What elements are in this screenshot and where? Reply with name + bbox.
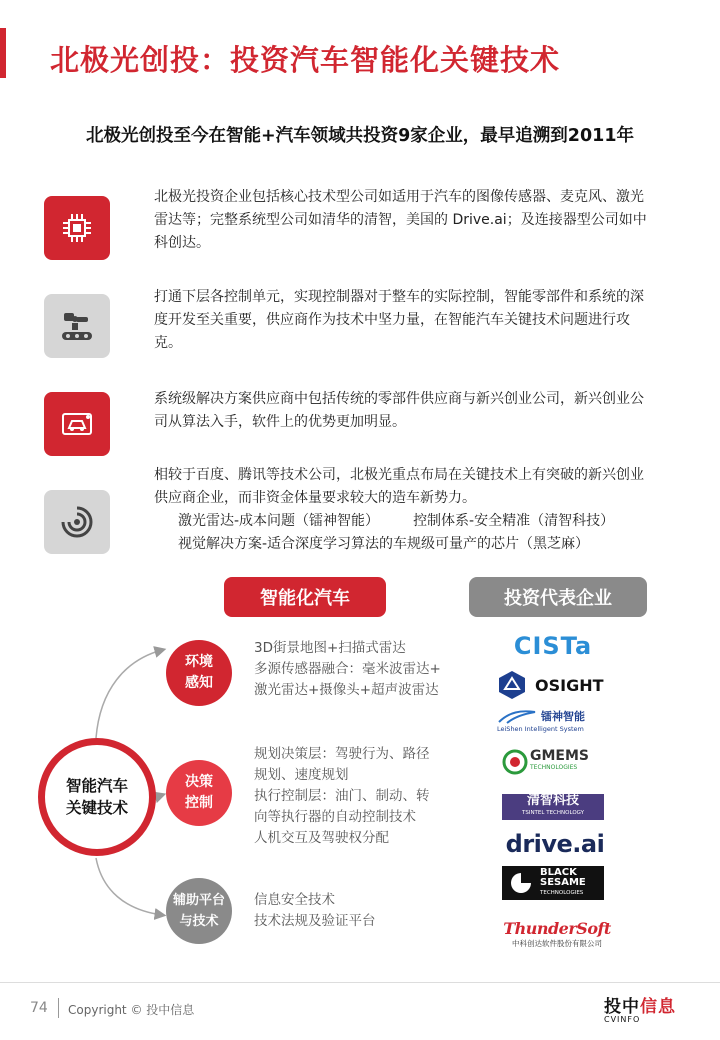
- gmems-sub-text: TECHNOLOGIES: [530, 764, 578, 771]
- gmems-logo: [502, 748, 606, 776]
- brand-text-b: 信息: [640, 997, 676, 1017]
- brand-text-a: 投中: [604, 997, 640, 1017]
- driveai-text: drive.ai: [505, 830, 605, 858]
- node-label: 环境: [185, 654, 213, 670]
- desc-line: 规划决策层：驾驶行为、路径: [254, 746, 430, 762]
- thundersoft-logo: [497, 918, 617, 950]
- hub-line-1: 智能汽车: [65, 777, 128, 795]
- brand-en-text: CVINFO: [604, 1015, 641, 1024]
- desc-line: 技术法规及验证平台: [254, 913, 376, 929]
- desc-line: 人机交互及驾驶权分配: [254, 830, 389, 846]
- tsintel-cn-text: 清智科技: [526, 793, 579, 808]
- desc-line: 向等执行器的自动控制技术: [254, 809, 416, 825]
- key-tech-hub: [38, 738, 156, 856]
- feature-text: 系统级解决方案供应商中包括传统的零部件供应商与新兴创业公司，新兴创业公司从算法入手，软件上的优势更加明显。: [154, 391, 644, 430]
- black-sesame-icon: [508, 870, 534, 896]
- page-subtitle: 北极光创投至今在智能+汽车领域共投资9家企业，最早追溯到2011年: [85, 126, 635, 146]
- platform-desc: [254, 890, 376, 932]
- black-sesame-logo: [502, 866, 604, 900]
- page-number: 74: [30, 1000, 48, 1016]
- desc-line: 3D街景地图+扫描式雷达: [254, 640, 406, 656]
- cvinfo-logo: [604, 992, 684, 1024]
- hub-line-2: 关键技术: [65, 799, 128, 817]
- node-label: 控制: [185, 795, 213, 811]
- node-perception: [166, 640, 232, 706]
- feature-text: 北极光投资企业包括核心技术型公司如适用于汽车的图像传感器、麦克风、激光雷达等；完整系统型公司如清华的清智，美国的 Drive.ai；及连接器型公司如中科创达。: [154, 189, 647, 251]
- sub-vision: 视觉解决方案-适合深度学习算法的车规级可量产的芯片（黑芝麻）: [178, 536, 590, 552]
- black-text: BLACK: [540, 867, 577, 878]
- sesame-sub-text: TECHNOLOGIES: [540, 890, 584, 896]
- cista-logo: [505, 632, 601, 660]
- smart-car-pill: 智能化汽车: [224, 577, 386, 617]
- tsintel-logo: [502, 794, 604, 820]
- feature-text: 相较于百度、腾讯等技术公司，北极光重点布局在关键技术上有突破的新兴创业供应商企业，而非资金体量要求较大的造车新势力。: [154, 467, 644, 506]
- desc-line: 多源传感器融合：毫米波雷达+: [254, 661, 441, 677]
- cista-text: CISTa: [513, 632, 593, 660]
- copyright-text: Copyright © 投中信息: [68, 1003, 195, 1017]
- desc-line: 信息安全技术: [254, 892, 335, 908]
- leishen-logo: [497, 705, 609, 735]
- gmems-text: GMEMS: [530, 748, 590, 764]
- leishen-cn-text: 镭神智能: [541, 709, 585, 723]
- osight-hex-icon: [497, 670, 527, 700]
- node-label: 决策: [185, 774, 213, 790]
- perception-desc: [254, 638, 441, 701]
- node-platform: [166, 878, 232, 944]
- node-decision: [166, 760, 232, 826]
- gmems-circle-icon: [502, 749, 528, 775]
- footer-divider: [0, 982, 720, 983]
- feature-text: 打通下层各控制单元，实现控制器对于整车的实际控制，智能零部件和系统的深度开发至关重要，供应商作为技术中坚力量，在智能汽车关键技术问题进行攻克。: [154, 289, 644, 351]
- tsintel-en-text: TSINTEL TECHNOLOGY: [521, 810, 585, 816]
- page-title: 北极光创投：投资汽车智能化关键技术: [50, 43, 561, 77]
- thundersoft-text: ThunderSoft: [503, 919, 611, 938]
- node-label: 感知: [185, 675, 213, 691]
- osight-logo: [497, 670, 607, 700]
- sub-control: 控制体系-安全精准（清智科技）: [413, 513, 615, 529]
- thundersoft-cn-text: 中科创达软件股份有限公司: [512, 939, 602, 948]
- desc-line: 执行控制层：油门、制动、转: [254, 788, 430, 804]
- sub-lidar: 激光雷达-成本问题（镭神智能）: [178, 513, 380, 529]
- node-label: 辅助平台: [172, 893, 225, 908]
- footer-separator: [58, 998, 59, 1018]
- driveai-logo: [498, 830, 612, 858]
- decision-desc: [254, 744, 430, 849]
- leishen-en-text: LeiShen Intelligent System: [497, 724, 584, 733]
- sesame-text: SESAME: [540, 877, 586, 888]
- osight-text: OSIGHT: [535, 675, 604, 695]
- investment-companies-pill: 投资代表企业: [469, 577, 647, 617]
- leishen-swoosh-icon: [497, 708, 537, 724]
- node-label: 与技术: [179, 914, 219, 929]
- desc-line: 规划、速度规划: [254, 767, 349, 783]
- desc-line: 激光雷达+摄像头+超声波雷达: [254, 682, 439, 698]
